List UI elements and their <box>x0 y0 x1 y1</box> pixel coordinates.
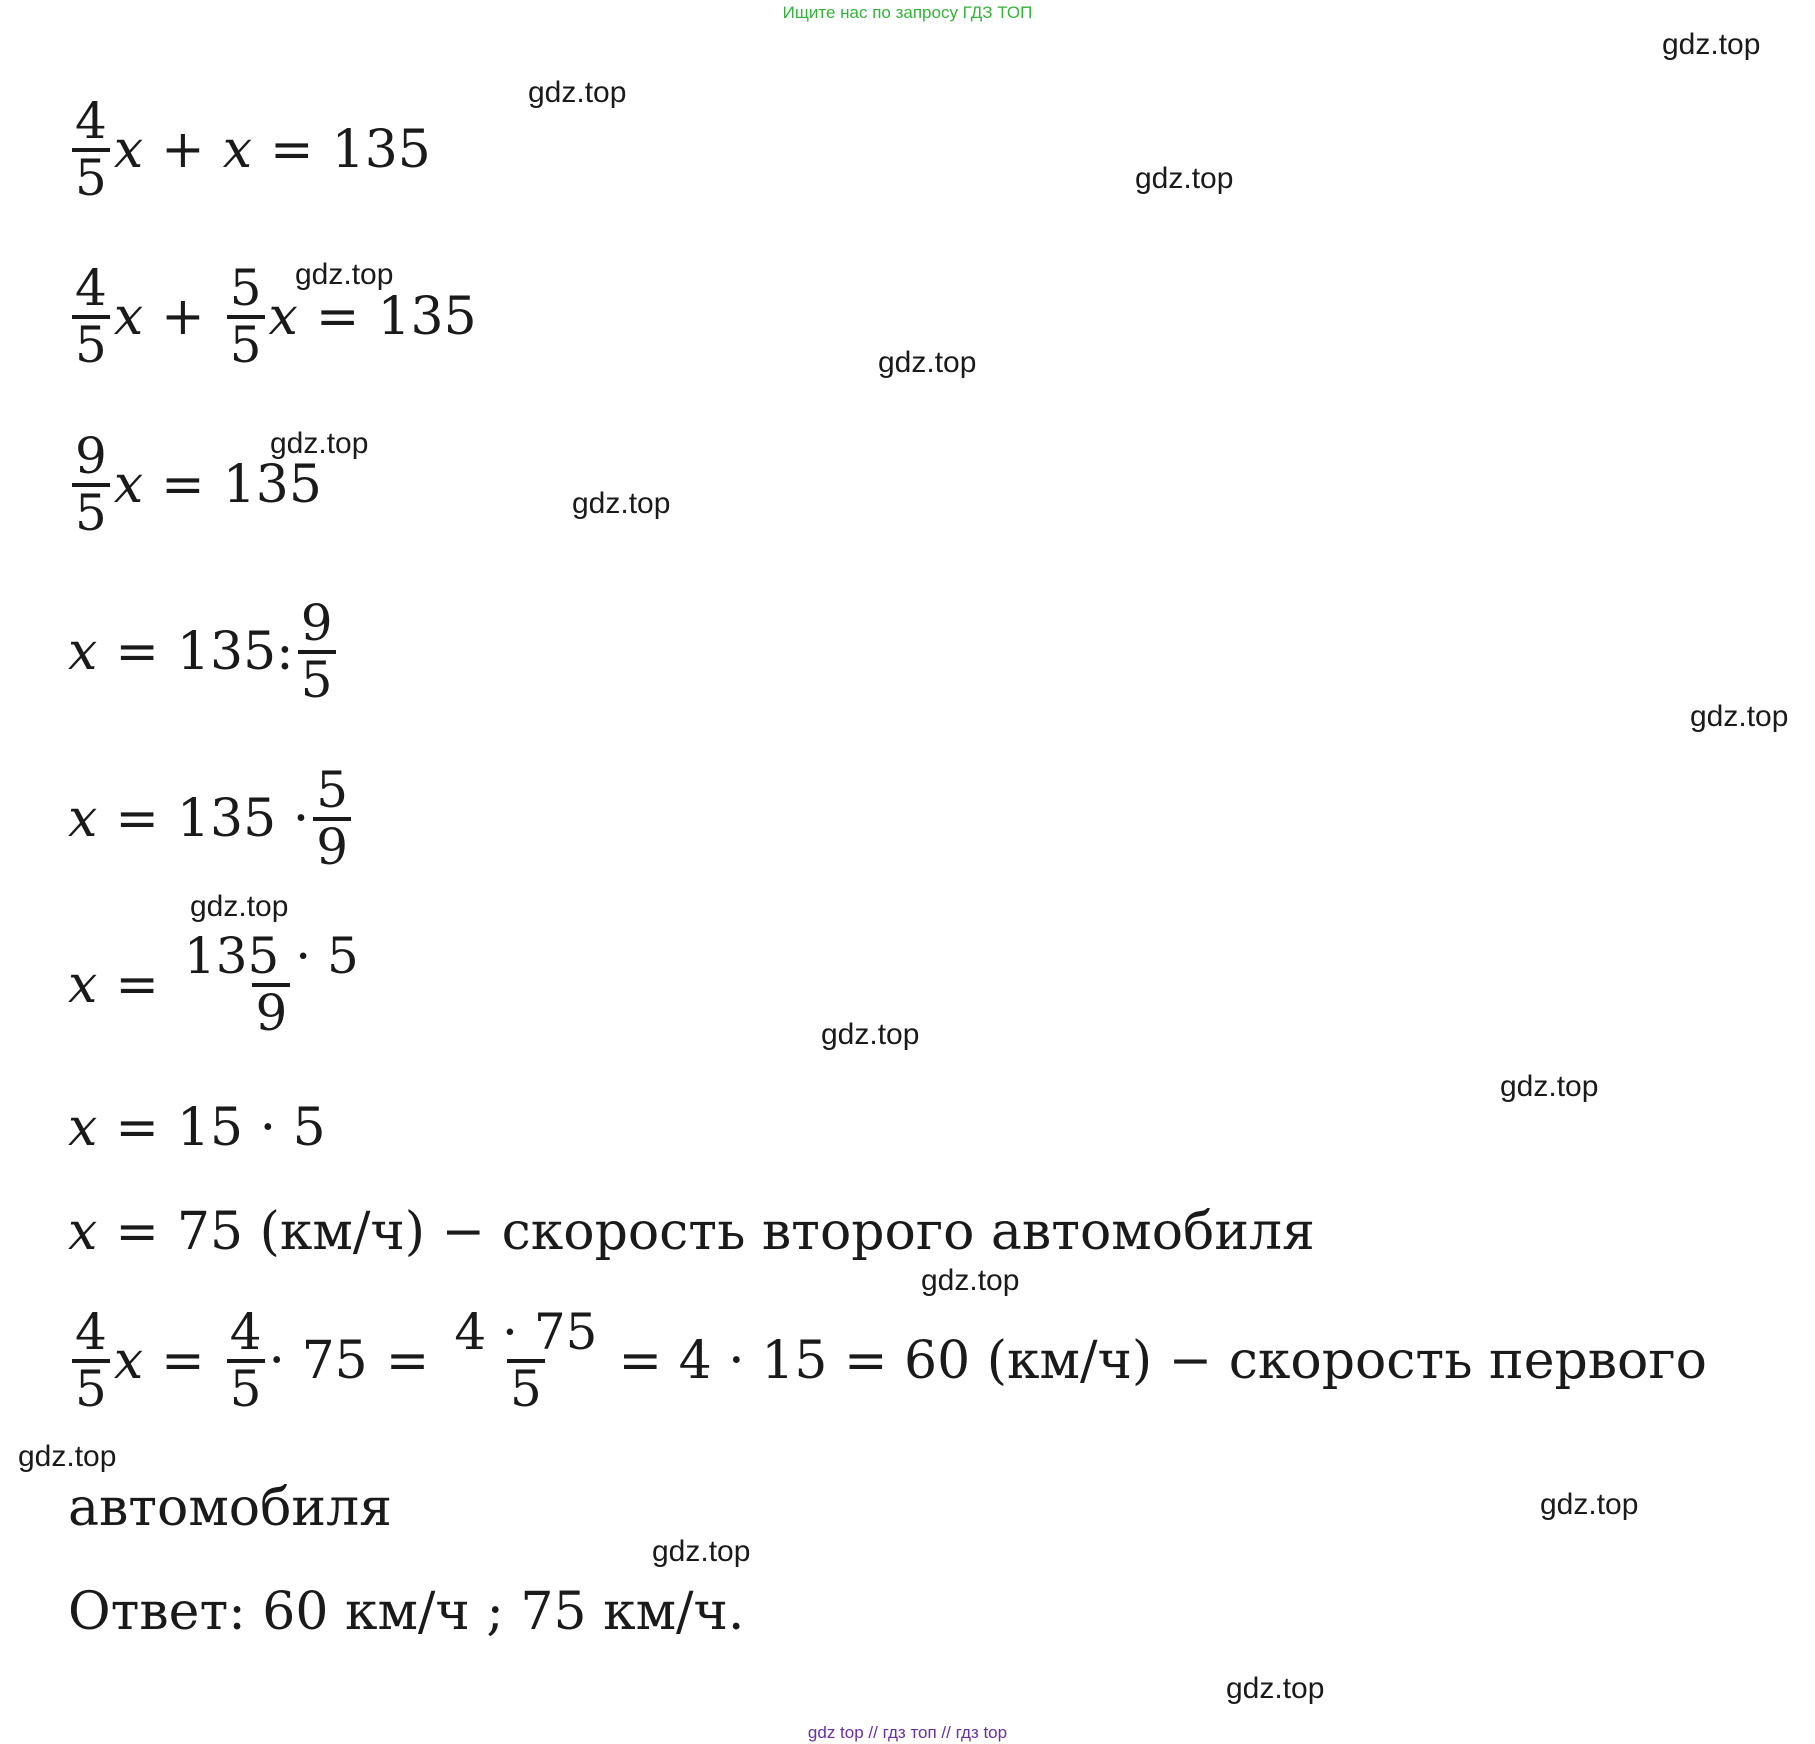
watermark: gdz.top <box>821 1018 920 1051</box>
watermark: gdz.top <box>572 487 671 520</box>
equation-step-2: $\frac{4}{5}$ x + $\frac{5}{5}$ x = 135 <box>68 262 477 371</box>
watermark: gdz.top <box>1135 162 1234 195</box>
equation-step-9-wrap: автомобиля <box>68 1478 392 1538</box>
fraction: $\frac{5}{5}$ <box>227 262 265 371</box>
fraction: $\frac{4}{5}$ <box>72 1306 110 1415</box>
watermark: gdz.top <box>1662 28 1761 61</box>
equation-step-8: x = 75 (км/ч) − скорость второго автомобиля <box>68 1202 1315 1262</box>
watermark: gdz.top <box>295 258 394 291</box>
watermark: gdz.top <box>1540 1488 1639 1521</box>
equation-step-7: x = 15 · 5 <box>68 1098 326 1158</box>
answer-line: Ответ: 60 км/ч ; 75 км/ч. <box>68 1582 745 1642</box>
equation-step-6: x = $\frac{135 \cdot 5}{9}$ <box>68 930 366 1039</box>
fraction: $\frac{4}{5}$ <box>72 95 110 204</box>
watermark: gdz.top <box>878 346 977 379</box>
fraction: $\frac{4}{5}$ <box>72 262 110 371</box>
fraction: $\frac{9}{5}$ <box>298 597 336 706</box>
fraction: $\frac{4 \cdot 75}{5}$ <box>454 1303 598 1418</box>
fraction: $\frac{5}{9}$ <box>313 764 351 873</box>
top-banner: Ищите нас по запросу ГДЗ ТОП <box>782 3 1033 22</box>
fraction: $\frac{4}{5}$ <box>227 1306 265 1415</box>
fraction: $\frac{135 \cdot 5}{9}$ <box>183 927 359 1042</box>
equation-step-3: $\frac{9}{5}$ x = 135 <box>68 430 322 539</box>
watermark: gdz.top <box>1690 700 1789 733</box>
watermark: gdz.top <box>18 1440 117 1473</box>
footer-links: gdz top // гдз топ // гдз top <box>807 1723 1008 1742</box>
fraction: $\frac{9}{5}$ <box>72 430 110 539</box>
watermark: gdz.top <box>1226 1672 1325 1705</box>
watermark: gdz.top <box>270 427 369 460</box>
equation-step-9: $\frac{4}{5}$ x = $\frac{4}{5}$ · 75 = $\frac{4 \cdot 75}{5}$ = 4 · 15 = 60 (км/ч) − скорость первого <box>68 1306 1707 1415</box>
watermark: gdz.top <box>528 76 627 109</box>
equation-step-1: $\frac{4}{5}$ x + x = 135 <box>68 95 431 204</box>
equation-step-5: x = 135 · $\frac{5}{9}$ <box>68 764 355 873</box>
watermark: gdz.top <box>1500 1070 1599 1103</box>
equation-step-4: x = 135: $\frac{9}{5}$ <box>68 597 340 706</box>
watermark: gdz.top <box>652 1535 751 1568</box>
watermark: gdz.top <box>921 1264 1020 1297</box>
watermark: gdz.top <box>190 890 289 923</box>
